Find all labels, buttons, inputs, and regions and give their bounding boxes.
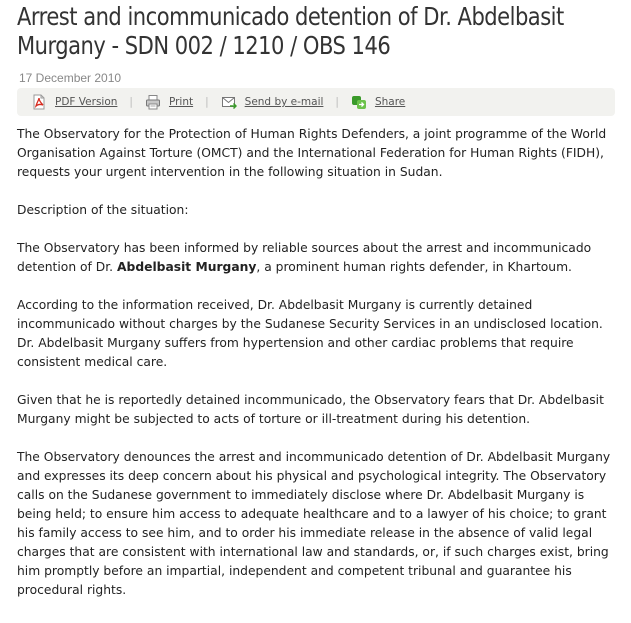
email-icon — [221, 94, 237, 110]
article-toolbar — [17, 88, 615, 116]
share-label: Share — [374, 96, 406, 108]
publish-date: 17 December 2010 — [19, 71, 122, 85]
paragraph-arrest-text-end: , a prominent human rights defender, in Khartoum. — [256, 260, 572, 274]
paragraph-intro: The Observatory for the Protection of Human Rights Defenders, a joint programme of the World Organisation Against Torture (OMCT) and the International Federation for Human Rights (FIDH), requests your urgent intervention in the following situation in Sudan. — [17, 127, 607, 179]
pdf-version-label: PDF Version — [55, 96, 118, 108]
toolbar-separator: | — [205, 96, 209, 108]
share-link[interactable] — [351, 94, 405, 110]
send-email-label: Send by e-mail — [244, 96, 324, 108]
paragraph-information: According to the information received, Dr. Abdelbasit Murgany is currently detained incommunicado without charges by the Sudanese Security Services in an undisclosed location. Dr. Abdelbasit Murgany suffers from hypertension and other cardiac problems that require consistent medical care. — [17, 298, 603, 369]
paragraph-arrest — [17, 239, 617, 277]
defender-name: Abdelbasit Murgany — [117, 260, 257, 274]
article-body — [17, 125, 617, 600]
print-icon — [145, 94, 161, 110]
page-title: Arrest and incommunicado detention of Dr. Abdelbasit Murgany - SDN 002 / 1210 / OBS 146 — [17, 2, 564, 60]
paragraph-description-heading: Description of the situation: — [17, 203, 189, 217]
article — [17, 0, 617, 619]
send-email-link[interactable] — [221, 94, 324, 110]
paragraph-demands: The Observatory denounces the arrest and incommunicado detention of Dr. Abdelbasit Murgany and expresses its deep concern about his physical and psychological integrity. The Observatory calls on the Sudanese government to immediately disclose where Dr. Abdelbasit Murgany is being held; to ensure him access to adequate healthcare and to a lawyer of his choice; to grant his family access to see him, and to order his immediate release in the absence of valid legal charges that are consistent with international law and standards, or, if such charges exist, bring him promptly before an impartial, independent and competent tribunal and guarantee his procedural rights. — [17, 450, 611, 597]
pdf-version-link[interactable] — [31, 94, 117, 110]
toolbar-separator: | — [129, 96, 133, 108]
paragraph-fears: Given that he is reportedly detained incommunicado, the Observatory fears that Dr. Abdelbasit Murgany might be subjected to acts of torture or ill-treatment during his detention. — [17, 393, 604, 426]
print-link[interactable] — [145, 94, 193, 110]
toolbar-separator: | — [335, 96, 339, 108]
share-icon — [351, 94, 367, 110]
pdf-icon — [31, 94, 47, 110]
print-label: Print — [168, 96, 194, 108]
paragraph-arrest-text-start: The Observatory has been informed by reliable sources about the arrest and incommunicado detention of Dr. — [17, 241, 592, 274]
